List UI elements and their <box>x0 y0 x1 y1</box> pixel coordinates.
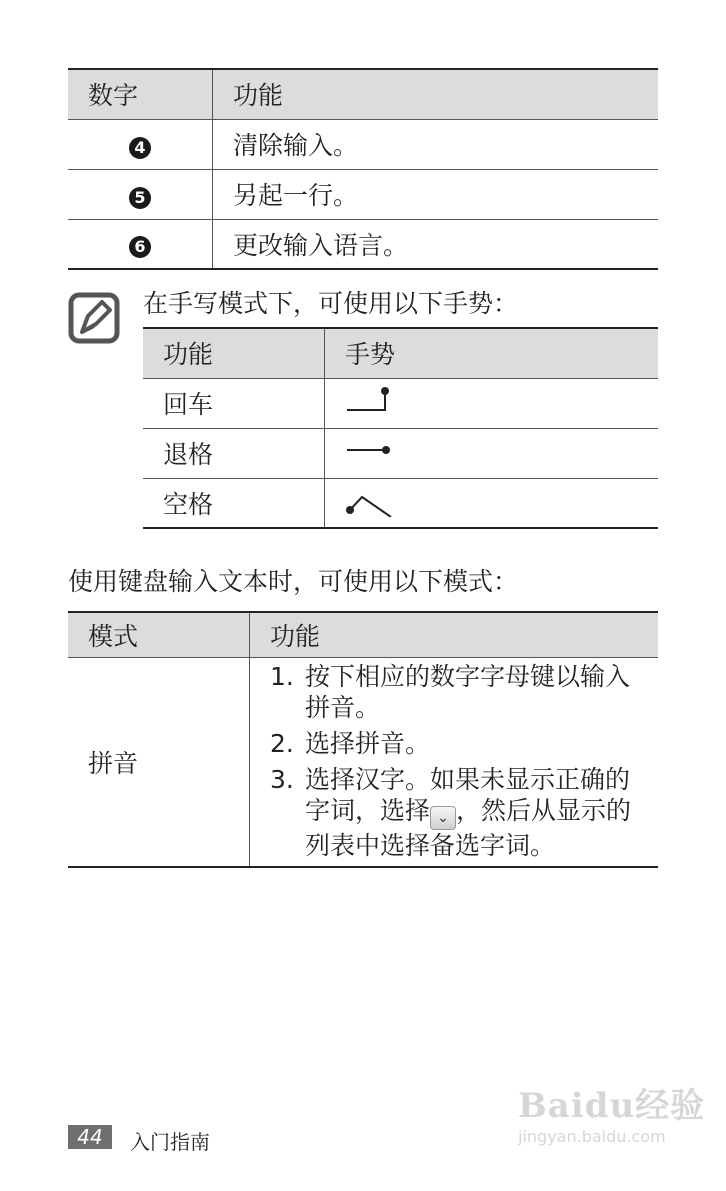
watermark <box>518 1078 705 1146</box>
column-header: 功能 <box>213 69 659 119</box>
number-function-table <box>68 68 658 270</box>
column-header: 数字 <box>68 69 213 119</box>
paragraph: 使用键盘输入文本时，可使用以下模式： <box>68 567 519 596</box>
note-pencil-icon <box>68 292 122 346</box>
input-mode-table <box>68 611 658 868</box>
column-header: 功能 <box>143 328 325 378</box>
gesture-table <box>143 327 658 529</box>
function-cell: 退格 <box>143 428 325 478</box>
step-item <box>270 661 648 723</box>
table-row <box>143 478 658 528</box>
dropdown-arrow-icon: ⌄ <box>430 806 456 830</box>
table-row <box>68 219 658 269</box>
table-row <box>68 119 658 169</box>
mode-cell: 拼音 <box>68 657 250 867</box>
number-badge: 4 <box>129 137 151 159</box>
number-badge: 6 <box>129 236 151 258</box>
function-cell: 空格 <box>143 478 325 528</box>
column-header: 手势 <box>325 328 659 378</box>
number-badge: 5 <box>129 187 151 209</box>
table-row <box>68 169 658 219</box>
watermark-url: jingyan.baidu.com <box>518 1127 666 1146</box>
column-header: 模式 <box>68 612 250 657</box>
table-header-row <box>143 328 658 378</box>
step-number: 1. <box>270 661 294 691</box>
table-header-row <box>68 612 658 657</box>
function-cell: 清除输入。 <box>233 131 359 160</box>
column-header: 功能 <box>250 612 659 657</box>
step-text: 选择拼音。 <box>305 728 431 758</box>
table-row <box>68 657 658 867</box>
step-item <box>270 764 648 861</box>
step-item <box>270 728 648 759</box>
enter-gesture-icon <box>345 385 395 415</box>
backspace-gesture-icon <box>345 435 395 465</box>
function-cell: 另起一行。 <box>233 181 359 210</box>
note-title: 在手写模式下，可使用以下手势： <box>143 289 519 318</box>
step-text: 选择汉字。如果未显示正确的字词，选择 <box>305 764 631 825</box>
section-title: 入门指南 <box>130 1130 210 1154</box>
step-text: ，然后从显示的列表中选择备选字词。 <box>305 795 632 860</box>
table-row <box>143 378 658 428</box>
page-number: 44 <box>68 1125 112 1149</box>
watermark-logo: Baidu经验 <box>518 1086 706 1126</box>
space-gesture-icon <box>345 483 395 517</box>
step-number: 3. <box>270 764 294 794</box>
table-row <box>143 428 658 478</box>
step-text: 按下相应的数字字母键以输入拼音。 <box>305 661 631 722</box>
steps-cell <box>250 657 659 867</box>
step-number: 2. <box>270 728 294 758</box>
function-cell: 回车 <box>143 378 325 428</box>
function-cell: 更改输入语言。 <box>233 230 409 260</box>
table-header-row <box>68 69 658 119</box>
